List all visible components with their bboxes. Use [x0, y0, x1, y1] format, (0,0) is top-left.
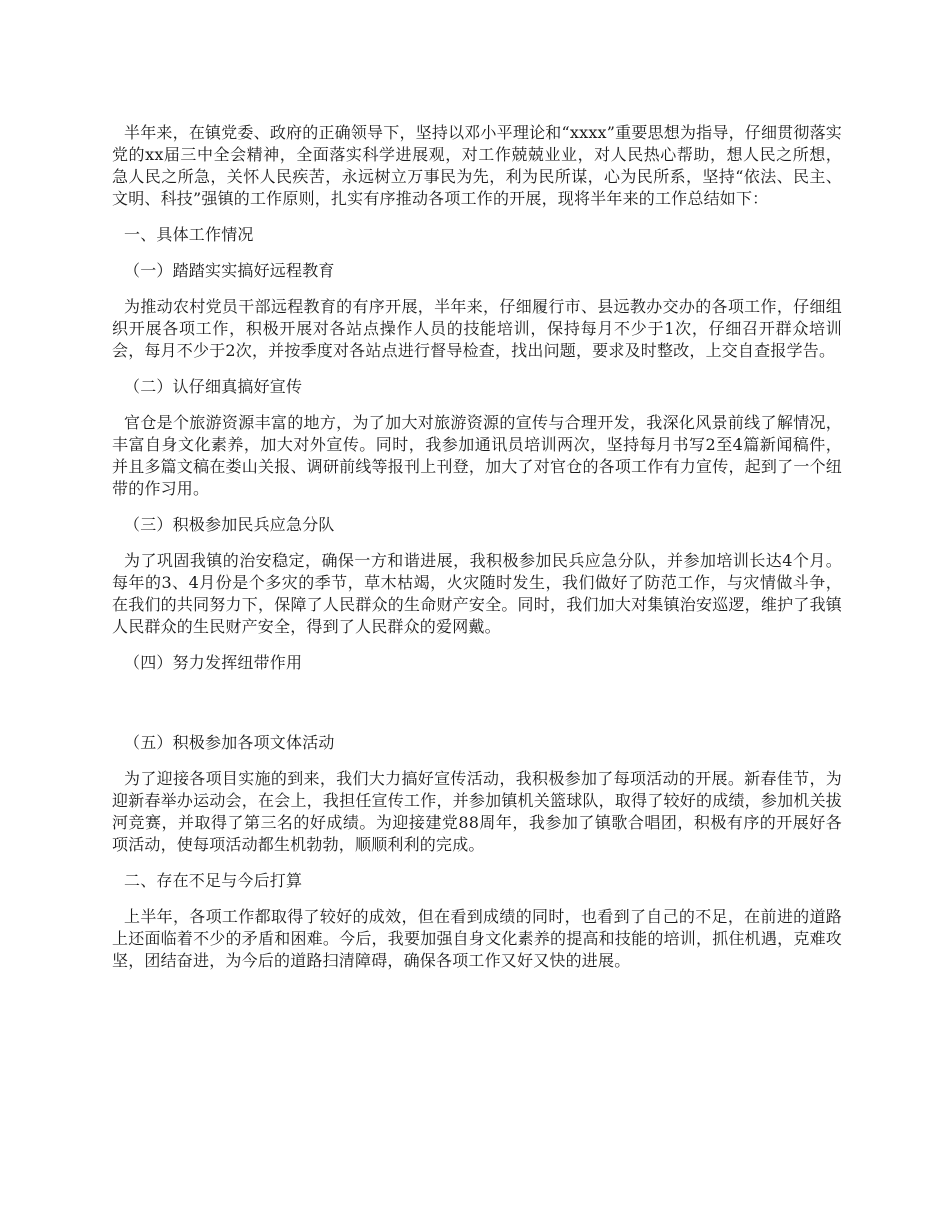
- subsection-5-heading: （五）积极参加各项文体活动: [124, 733, 335, 752]
- subsection-2-paragraph: 官仓是个旅游资源丰富的地方，为了加大对旅游资源的宣传与合理开发，我深化风景前线了解情况，丰富自身文化素养，加大对外宣传。同时，我参加通讯员培训两次，坚持每月书写2至4篇新闻稿件，并且多篇文稿在娄山关报、调研前线等报刊上刊登，加大了对官仓的各项工作有力宣传，起到了一个纽带的作习用。: [112, 413, 842, 498]
- subsection-3-heading: （三）积极参加民兵应急分队: [124, 515, 335, 534]
- intro-paragraph: 半年来，在镇党委、政府的正确领导下，坚持以邓小平理论和“xxxx”重要思想为指导，仔细贯彻落实党的xx届三中全会精神，全面落实科学进展观，对工作兢兢业业，对人民热心帮助，想人民之所想，急人民之所急，关怀人民疾苦，永远树立万事民为先，利为民所谋，心为民所系，坚持“依法、民主、文明、科技”强镇的工作原则，扎实有序推动各项工作的开展，现将半年来的工作总结如下：: [112, 123, 842, 208]
- blank-space: [112, 688, 842, 732]
- subsection-5-paragraph: 为了迎接各项目实施的到来，我们大力搞好宣传活动，我积极参加了每项活动的开展。新春佳节，为迎新春举办运动会，在会上，我担任宣传工作，并参加镇机关篮球队，取得了较好的成绩，参加机关拔河竞赛，并取得了第三名的好成绩。为迎接建党88周年，我参加了镇歌合唱团，积极有序的开展好各项活动，使每项活动都生机勃勃，顺顺利利的完成。: [112, 769, 842, 854]
- subsection-1-heading: （一）踏踏实实搞好远程教育: [124, 261, 335, 280]
- subsection-3-paragraph: 为了巩固我镇的治安稳定，确保一方和谐进展，我积极参加民兵应急分队，并参加培训长达4个月。每年的3、4月份是个多灾的季节，草木枯竭，火灾随时发生，我们做好了防范工作，与灾情做斗争，在我们的共同努力下，保障了人民群众的生命财产安全。同时，我们加大对集镇治安巡逻，维护了我镇人民群众的生民财产安全，得到了人民群众的爱网戴。: [112, 551, 842, 636]
- section-2-paragraph: 上半年，各项工作都取得了较好的成效，但在看到成绩的同时，也看到了自己的不足，在前进的道路上还面临着不少的矛盾和困难。今后，我要加强自身文化素养的提高和技能的培训，抓住机遇，克难攻坚，团结奋进，为今后的道路扫清障碍，确保各项工作又好又快的进展。: [112, 907, 842, 970]
- section-1-heading: 一、具体工作情况: [124, 225, 254, 244]
- subsection-2-heading: （二）认仔细真搞好宣传: [124, 377, 303, 396]
- document-page: [112, 122, 842, 986]
- subsection-4-heading: （四）努力发挥纽带作用: [124, 653, 303, 672]
- section-2-heading: 二、存在不足与今后打算: [124, 871, 303, 890]
- subsection-1-paragraph: 为推动农村党员干部远程教育的有序开展，半年来，仔细履行市、县远教办交办的各项工作，仔细组织开展各项工作，积极开展对各站点操作人员的技能培训，保持每月不少于1次，仔细召开群众培训会，每月不少于2次，并按季度对各站点进行督导检查，找出问题，要求及时整改，上交自查报学告。: [112, 297, 842, 360]
